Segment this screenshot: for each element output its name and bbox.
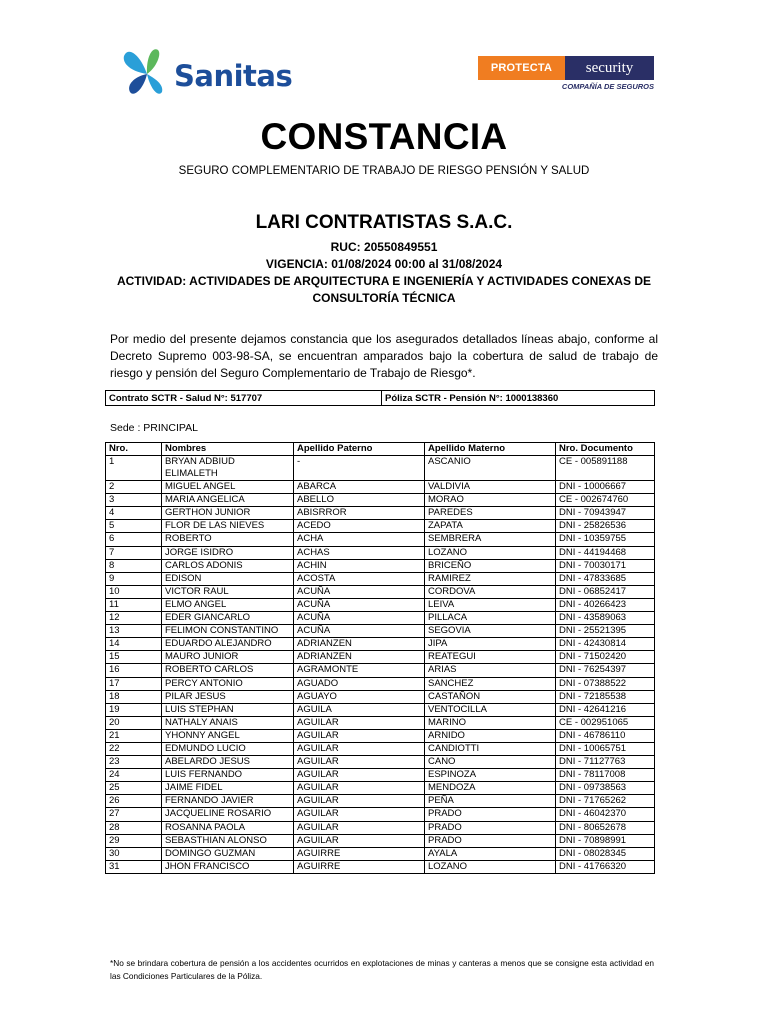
cell-documento: DNI - 07388522	[556, 677, 655, 690]
cell-apellido-materno: PRADO	[425, 834, 556, 847]
security-subtitle: COMPAÑÍA DE SEGUROS	[561, 82, 654, 91]
cell-apellido-materno: LOZANO	[425, 546, 556, 559]
cell-nombres: EDUARDO ALEJANDRO	[162, 638, 294, 651]
cell-apellido-materno: ZAPATA	[425, 520, 556, 533]
cell-apellido-paterno: ABISRROR	[294, 507, 425, 520]
cell-nombres: ROBERTO	[162, 533, 294, 546]
contract-pension: Póliza SCTR - Pensión N°: 1000138360	[385, 392, 559, 404]
cell-nombres: FLOR DE LAS NIEVES	[162, 520, 294, 533]
cell-apellido-materno: CASTAÑON	[425, 690, 556, 703]
contract-box	[105, 390, 655, 406]
cell-nro: 3	[106, 494, 162, 507]
table-row	[106, 795, 655, 808]
cell-nro: 19	[106, 703, 162, 716]
cell-apellido-paterno: ACHA	[294, 533, 425, 546]
cell-nombres: SEBASTHIAN ALONSO	[162, 834, 294, 847]
cell-apellido-paterno: ACUÑA	[294, 585, 425, 598]
table-row	[106, 782, 655, 795]
table-row	[106, 860, 655, 873]
cell-apellido-materno: VALDIVIA	[425, 481, 556, 494]
cell-documento: DNI - 46786110	[556, 729, 655, 742]
header-nombres: Nombres	[162, 443, 294, 456]
cell-nro: 20	[106, 716, 162, 729]
table-row	[106, 847, 655, 860]
cell-nro: 1	[106, 456, 162, 481]
cell-apellido-materno: PRADO	[425, 808, 556, 821]
cell-documento: DNI - 41766320	[556, 860, 655, 873]
cell-nombres: CARLOS ADONIS	[162, 559, 294, 572]
cell-nro: 31	[106, 860, 162, 873]
cell-nro: 22	[106, 742, 162, 755]
cell-nombres: MAURO JUNIOR	[162, 651, 294, 664]
table-row	[106, 494, 655, 507]
cell-nombres: BRYAN ADBIUD ELIMALETH	[162, 456, 294, 481]
cell-apellido-paterno: AGUILAR	[294, 795, 425, 808]
cell-nro: 14	[106, 638, 162, 651]
table-row	[106, 625, 655, 638]
cell-apellido-materno: REATEGUI	[425, 651, 556, 664]
cell-apellido-paterno: ACEDO	[294, 520, 425, 533]
cell-apellido-paterno: AGUILA	[294, 703, 425, 716]
cell-nombres: LUIS FERNANDO	[162, 769, 294, 782]
cell-nombres: NATHALY ANAIS	[162, 716, 294, 729]
security-wordmark: security	[565, 56, 654, 80]
cell-documento: DNI - 47833685	[556, 572, 655, 585]
cell-documento: DNI - 40266423	[556, 598, 655, 611]
table-row	[106, 612, 655, 625]
cell-documento: DNI - 71127763	[556, 756, 655, 769]
cell-nro: 28	[106, 821, 162, 834]
cell-nro: 21	[106, 729, 162, 742]
cell-nombres: ROBERTO CARLOS	[162, 664, 294, 677]
table-body	[106, 456, 655, 874]
cell-nombres: FELIMON CONSTANTINO	[162, 625, 294, 638]
cell-nombres: EDISON	[162, 572, 294, 585]
cell-nro: 26	[106, 795, 162, 808]
cell-nro: 7	[106, 546, 162, 559]
cell-apellido-materno: SANCHEZ	[425, 677, 556, 690]
cell-documento: DNI - 78117008	[556, 769, 655, 782]
table-row	[106, 456, 655, 481]
header-apellido-materno: Apellido Materno	[425, 443, 556, 456]
cell-nro: 18	[106, 690, 162, 703]
cell-apellido-paterno: AGUILAR	[294, 808, 425, 821]
cell-nombres: MIGUEL ANGEL	[162, 481, 294, 494]
cell-apellido-paterno: ACHAS	[294, 546, 425, 559]
cell-documento: CE - 002674760	[556, 494, 655, 507]
sede-label: Sede : PRINCIPAL	[110, 422, 198, 434]
table-row	[106, 546, 655, 559]
cell-nombres: ABELARDO JESUS	[162, 756, 294, 769]
document-title: CONSTANCIA	[260, 116, 508, 157]
footnote: *No se brindara cobertura de pensión a los accidentes ocurridos en explotaciones de minas y canteras a menos que se consigne esta actividad en las Condiciones Particulares de la Póliza.	[110, 958, 654, 981]
cell-apellido-paterno: AGRAMONTE	[294, 664, 425, 677]
table-row	[106, 651, 655, 664]
table-row	[106, 533, 655, 546]
company-vigencia: VIGENCIA: 01/08/2024 00:00 al 31/08/2024	[265, 257, 503, 271]
company-actividad: ACTIVIDAD: ACTIVIDADES DE ARQUITECTURA E INGENIERÍA Y ACTIVIDADES CONEXAS DE CONSULTORÍA TÉCNICA	[116, 274, 652, 305]
cell-nombres: DOMINGO GUZMAN	[162, 847, 294, 860]
cell-apellido-materno: SEGOVIA	[425, 625, 556, 638]
cell-nombres: GERTHON JUNIOR	[162, 507, 294, 520]
table-row	[106, 677, 655, 690]
cell-apellido-materno: CANO	[425, 756, 556, 769]
cell-nombres: PILAR JESUS	[162, 690, 294, 703]
cell-documento: DNI - 10006667	[556, 481, 655, 494]
cell-documento: CE - 002951065	[556, 716, 655, 729]
cell-documento: DNI - 44194468	[556, 546, 655, 559]
cell-apellido-materno: PAREDES	[425, 507, 556, 520]
table-row	[106, 834, 655, 847]
cell-nro: 11	[106, 598, 162, 611]
table-row	[106, 572, 655, 585]
protecta-security-logo	[478, 56, 658, 98]
cell-documento: DNI - 10065751	[556, 742, 655, 755]
insured-table	[105, 442, 655, 874]
cell-documento: DNI - 09738563	[556, 782, 655, 795]
cell-nro: 15	[106, 651, 162, 664]
table-row	[106, 742, 655, 755]
cell-apellido-paterno: -	[294, 456, 425, 481]
company-name: LARI CONTRATISTAS S.A.C.	[255, 212, 513, 233]
cell-nombres: LUIS STEPHAN	[162, 703, 294, 716]
cell-nro: 27	[106, 808, 162, 821]
cell-apellido-paterno: ABELLO	[294, 494, 425, 507]
cell-documento: DNI - 70898991	[556, 834, 655, 847]
document-subtitle: SEGURO COMPLEMENTARIO DE TRABAJO DE RIESGO PENSIÓN Y SALUD	[178, 165, 590, 177]
cell-nombres: JORGE ISIDRO	[162, 546, 294, 559]
cell-apellido-paterno: ADRIANZEN	[294, 638, 425, 651]
cell-nro: 17	[106, 677, 162, 690]
cell-apellido-paterno: AGUILAR	[294, 834, 425, 847]
cell-nombres: EDMUNDO LUCIO	[162, 742, 294, 755]
cell-nombres: JACQUELINE ROSARIO	[162, 808, 294, 821]
cell-documento: DNI - 43589063	[556, 612, 655, 625]
cell-apellido-materno: LOZANO	[425, 860, 556, 873]
header-nro-documento: Nro. Documento	[556, 443, 655, 456]
table-row	[106, 481, 655, 494]
table-row	[106, 769, 655, 782]
contract-salud: Contrato SCTR - Salud N°: 517707	[106, 391, 382, 405]
cell-nro: 6	[106, 533, 162, 546]
cell-apellido-paterno: AGUILAR	[294, 782, 425, 795]
cell-apellido-paterno: ACUÑA	[294, 612, 425, 625]
cell-nro: 30	[106, 847, 162, 860]
cell-apellido-materno: PRADO	[425, 821, 556, 834]
table-row	[106, 756, 655, 769]
cell-apellido-paterno: AGUILAR	[294, 821, 425, 834]
cell-apellido-paterno: AGUILAR	[294, 729, 425, 742]
cell-apellido-paterno: AGUAYO	[294, 690, 425, 703]
cell-nombres: JAIME FIDEL	[162, 782, 294, 795]
cell-apellido-paterno: AGUILAR	[294, 716, 425, 729]
cell-apellido-materno: VENTOCILLA	[425, 703, 556, 716]
cell-documento: DNI - 42430814	[556, 638, 655, 651]
cell-apellido-paterno: AGUADO	[294, 677, 425, 690]
cell-apellido-materno: CANDIOTTI	[425, 742, 556, 755]
cell-nro: 23	[106, 756, 162, 769]
cell-documento: DNI - 71765262	[556, 795, 655, 808]
cell-nro: 4	[106, 507, 162, 520]
table-row	[106, 690, 655, 703]
cell-nro: 5	[106, 520, 162, 533]
cell-apellido-materno: MORAO	[425, 494, 556, 507]
cell-documento: DNI - 06852417	[556, 585, 655, 598]
cell-documento: DNI - 08028345	[556, 847, 655, 860]
cell-documento: DNI - 76254397	[556, 664, 655, 677]
sanitas-wordmark: Sanitas	[174, 59, 293, 93]
cell-apellido-materno: MENDOZA	[425, 782, 556, 795]
cell-apellido-materno: RAMIREZ	[425, 572, 556, 585]
cell-apellido-paterno: ACHIN	[294, 559, 425, 572]
cell-apellido-paterno: ACOSTA	[294, 572, 425, 585]
cell-apellido-paterno: ACUÑA	[294, 598, 425, 611]
cell-nro: 24	[106, 769, 162, 782]
cell-apellido-materno: AYALA	[425, 847, 556, 860]
cell-nro: 29	[106, 834, 162, 847]
cell-nombres: MARIA ANGELICA	[162, 494, 294, 507]
table-row	[106, 729, 655, 742]
table-row	[106, 559, 655, 572]
cell-apellido-materno: ESPINOZA	[425, 769, 556, 782]
intro-paragraph: Por medio del presente dejamos constancia que los asegurados detallados líneas abajo, conforme al Decreto Supremo 003-98-SA, se encuentran amparados bajo la cobertura de salud de trabajo de riesgo y pensión del Seguro Complementario de Trabajo de Riesgo*.	[110, 332, 658, 380]
cell-apellido-materno: PILLACA	[425, 612, 556, 625]
cell-documento: DNI - 70030171	[556, 559, 655, 572]
cell-apellido-materno: ARNIDO	[425, 729, 556, 742]
cell-apellido-materno: SEMBRERA	[425, 533, 556, 546]
cell-nombres: VICTOR RAUL	[162, 585, 294, 598]
cell-documento: DNI - 71502420	[556, 651, 655, 664]
cell-documento: DNI - 72185538	[556, 690, 655, 703]
cell-apellido-materno: ARIAS	[425, 664, 556, 677]
header-nro: Nro.	[106, 443, 162, 456]
cell-documento: DNI - 46042370	[556, 808, 655, 821]
cell-nombres: JHON FRANCISCO	[162, 860, 294, 873]
cell-apellido-paterno: AGUILAR	[294, 769, 425, 782]
cell-documento: DNI - 70943947	[556, 507, 655, 520]
cell-apellido-materno: MARINO	[425, 716, 556, 729]
cell-documento: DNI - 80652678	[556, 821, 655, 834]
cell-apellido-materno: BRICEÑO	[425, 559, 556, 572]
company-ruc: RUC: 20550849551	[330, 240, 438, 254]
cell-apellido-paterno: ABARCA	[294, 481, 425, 494]
cell-documento: DNI - 42641216	[556, 703, 655, 716]
cell-nro: 9	[106, 572, 162, 585]
table-row	[106, 821, 655, 834]
cell-apellido-materno: CORDOVA	[425, 585, 556, 598]
cell-nro: 16	[106, 664, 162, 677]
cell-documento: DNI - 10359755	[556, 533, 655, 546]
sanitas-logo	[122, 44, 292, 100]
cell-apellido-paterno: AGUIRRE	[294, 860, 425, 873]
cell-documento: CE - 005891188	[556, 456, 655, 481]
cell-nombres: YHONNY ANGEL	[162, 729, 294, 742]
cell-apellido-paterno: AGUILAR	[294, 742, 425, 755]
cell-nombres: EDER GIANCARLO	[162, 612, 294, 625]
table-row	[106, 585, 655, 598]
table-row	[106, 808, 655, 821]
cell-apellido-materno: LEIVA	[425, 598, 556, 611]
cell-documento: DNI - 25521395	[556, 625, 655, 638]
sanitas-butterfly-icon	[122, 44, 172, 100]
cell-nombres: PERCY ANTONIO	[162, 677, 294, 690]
cell-apellido-materno: ASCANIO	[425, 456, 556, 481]
cell-nombres: ELMO ANGEL	[162, 598, 294, 611]
cell-documento: DNI - 25826536	[556, 520, 655, 533]
cell-apellido-paterno: AGUILAR	[294, 756, 425, 769]
protecta-wordmark: PROTECTA	[478, 56, 565, 80]
cell-nro: 12	[106, 612, 162, 625]
table-row	[106, 703, 655, 716]
table-row	[106, 520, 655, 533]
cell-apellido-paterno: ADRIANZEN	[294, 651, 425, 664]
cell-nro: 25	[106, 782, 162, 795]
cell-apellido-materno: PEÑA	[425, 795, 556, 808]
table-header-row	[106, 443, 655, 456]
table-row	[106, 716, 655, 729]
cell-nombres: ROSANNA PAOLA	[162, 821, 294, 834]
table-row	[106, 638, 655, 651]
cell-apellido-materno: JIPA	[425, 638, 556, 651]
table-row	[106, 507, 655, 520]
cell-nombres: FERNANDO JAVIER	[162, 795, 294, 808]
cell-nro: 8	[106, 559, 162, 572]
cell-nro: 2	[106, 481, 162, 494]
table-row	[106, 598, 655, 611]
cell-nro: 10	[106, 585, 162, 598]
cell-apellido-paterno: ACUÑA	[294, 625, 425, 638]
cell-apellido-paterno: AGUIRRE	[294, 847, 425, 860]
table-row	[106, 664, 655, 677]
cell-nro: 13	[106, 625, 162, 638]
header-apellido-paterno: Apellido Paterno	[294, 443, 425, 456]
